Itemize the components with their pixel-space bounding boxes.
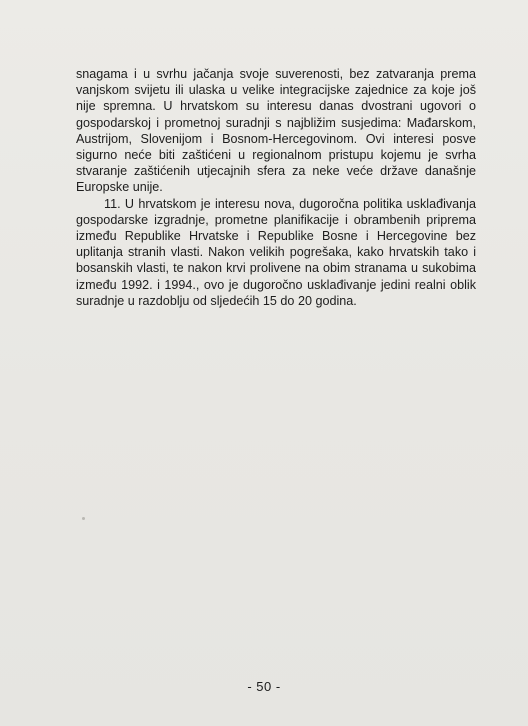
paragraph-continuation: snagama i u svrhu jačanja svoje suverenosti, bez zatvaranja prema vanjskom svijetu ili ulaska u velike integracijske zajednice za koje još nije spremna. U hrvatskom su interesu danas dvostrani ugovori o gospodarskoj i prometnoj suradnji s najbližim susjedima: Mađarskom, Austrijom, Slovenijom i Bosnom-Hercegovinom. Ovi interesi posve sigurno neće biti zaštićeni u regionalnom pristupu kojemu je svrha stvaranje zaštićenih utjecajnih sfera za neke veće države današnje Europske unije.	[76, 67, 476, 195]
page-number: - 50 -	[247, 679, 281, 694]
body-text	[76, 66, 476, 309]
scan-speck	[82, 517, 85, 520]
paragraph-point-11: 11. U hrvatskom je interesu nova, dugoročna politika usklađivanja gospodarske izgradnje, prometne planifikacije i obrambenih priprema između Republike Hrvatske i Republike Bosne i Hercegovine bez uplitanja stranih vlasti. Nakon velikih pogrešaka, kako hrvatskih tako i bosanskih vlasti, te nakon krvi prolivene na obim stranama u sukobima između 1992. i 1994., ovo je dugoročno usklađivanje jedini realni oblik suradnje u razdoblju od sljedećih 15 do 20 godina.	[76, 196, 476, 308]
